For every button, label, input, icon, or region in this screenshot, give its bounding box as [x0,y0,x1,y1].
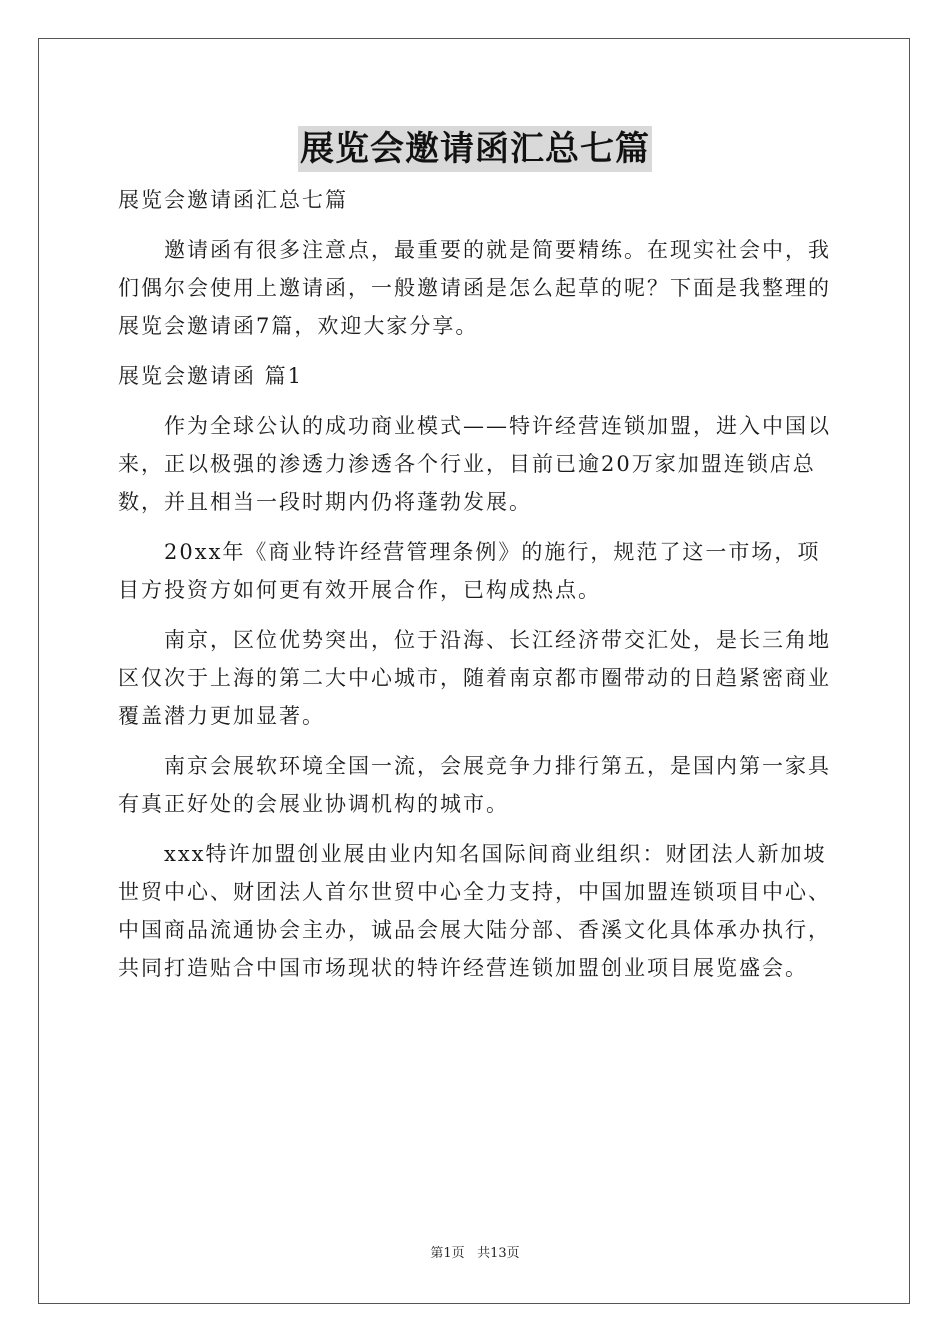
title-block [0,126,950,172]
document-body [118,181,834,999]
section-heading: 展览会邀请函 篇1 [118,364,304,388]
body-paragraph: 作为全球公认的成功商业模式——特许经营连锁加盟，进入中国以来，正以极强的渗透力渗透各个行业，目前已逾20万家加盟连锁店总数，并且相当一段时期内仍将蓬勃发展。 [118,414,831,514]
document-title: 展览会邀请函汇总七篇 [298,126,652,172]
page-number: 第1页 [430,1246,465,1261]
body-paragraph: 南京，区位优势突出，位于沿海、长江经济带交汇处，是长三角地区仅次于上海的第二大中心城市，随着南京都市圈带动的日趋紧密商业覆盖潜力更加显著。 [118,628,831,728]
body-paragraph: 南京会展软环境全国一流，会展竞争力排行第五，是国内第一家具有真正好处的会展业协调机构的城市。 [118,754,831,816]
page-total: 共13页 [477,1246,520,1261]
body-paragraph: xxx特许加盟创业展由业内知名国际间商业组织：财团法人新加坡世贸中心、财团法人首尔世贸中心全力支持，中国加盟连锁项目中心、中国商品流通协会主办，诚品会展大陆分部、香溪文化具体承办执行，共同打造贴合中国市场现状的特许经营连锁加盟创业项目展览盛会。 [118,842,831,980]
subtitle-line: 展览会邀请函汇总七篇 [118,188,348,212]
body-paragraph: 20xx年《商业特许经营管理条例》的施行，规范了这一市场，项目方投资方如何更有效开展合作，已构成热点。 [118,540,821,602]
intro-paragraph: 邀请函有很多注意点，最重要的就是简要精练。在现实社会中，我们偶尔会使用上邀请函，一般邀请函是怎么起草的呢？下面是我整理的展览会邀请函7篇，欢迎大家分享。 [118,238,831,338]
page-footer [0,1245,950,1263]
